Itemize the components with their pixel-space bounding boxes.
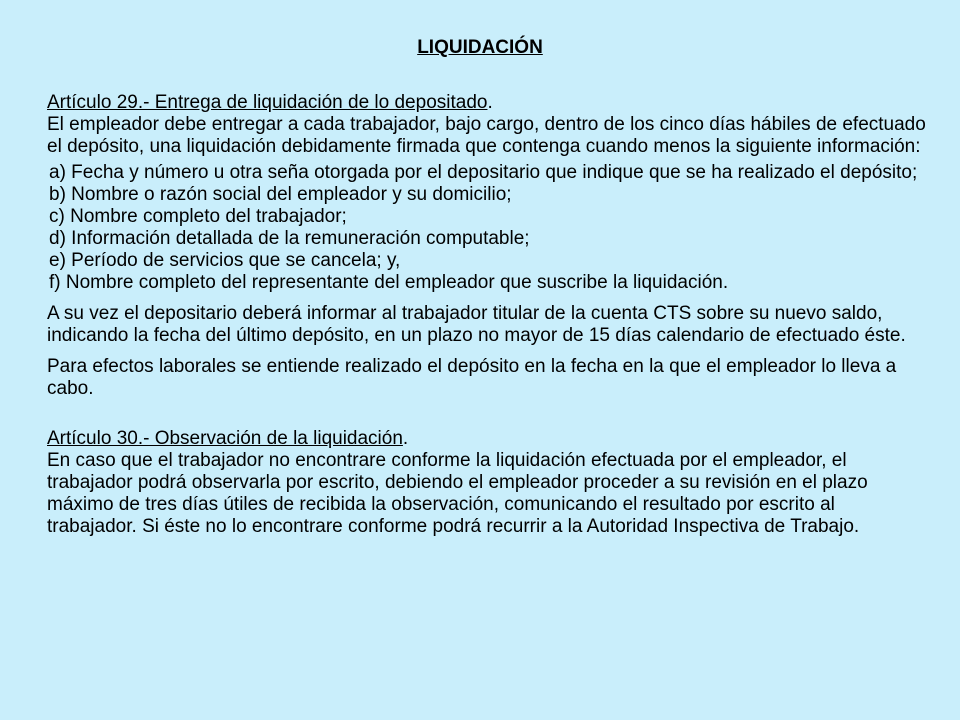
article-29-heading: Artículo 29.- Entrega de liquidación de lo depositado xyxy=(47,92,488,113)
page-title: LIQUIDACIÓN xyxy=(417,37,543,58)
article-29-paragraph-efectos: Para efectos laborales se entiende realizado el depósito en la fecha en la que el empleador lo lleva a cabo. xyxy=(47,356,897,399)
slide-body xyxy=(47,92,927,538)
article-30-heading: Artículo 30.- Observación de la liquidación xyxy=(47,428,403,449)
article-30-heading-period: . xyxy=(402,428,409,449)
article-29-block xyxy=(47,92,927,158)
list-item-a: a) Fecha y número u otra seña otorgada por el depositario que indique que se ha realizado el depósito; xyxy=(49,162,918,183)
list-item-d: d) Información detallada de la remuneración computable; xyxy=(49,228,530,249)
article-29-heading-period: . xyxy=(487,92,493,113)
list-item-f: f) Nombre completo del representante del empleador que suscribe la liquidación. xyxy=(49,272,729,293)
article-29-paragraph-saldo: A su vez el depositario deberá informar al trabajador titular de la cuenta CTS sobre su nuevo saldo, indicando la fecha del último depósito, en un plazo no mayor de 15 días calendario de efectuado éste. xyxy=(47,303,906,346)
list-item-e: e) Período de servicios que se cancela; y, xyxy=(49,250,401,271)
article-29-items xyxy=(47,162,927,294)
list-item-b: b) Nombre o razón social del empleador y su domicilio; xyxy=(49,184,512,205)
article-30-body: En caso que el trabajador no encontrare conforme la liquidación efectuada por el empleador, el trabajador podrá observarla por escrito, debiendo el empleador proceder a su revisión en el plazo máximo de tres días útiles de recibida la observación, comunicando el resultado por escrito al trabajador. Si éste no lo encontrare conforme podrá recurrir a la Autoridad Inspectiva de Trabajo. xyxy=(47,450,868,537)
article-29-intro: El empleador debe entregar a cada trabajador, bajo cargo, dentro de los cinco días hábiles de efectuado el depósito, una liquidación debidamente firmada que contenga cuando menos la siguiente información: xyxy=(47,114,926,157)
list-item-c: c) Nombre completo del trabajador; xyxy=(49,206,347,227)
article-30-block xyxy=(47,428,927,538)
